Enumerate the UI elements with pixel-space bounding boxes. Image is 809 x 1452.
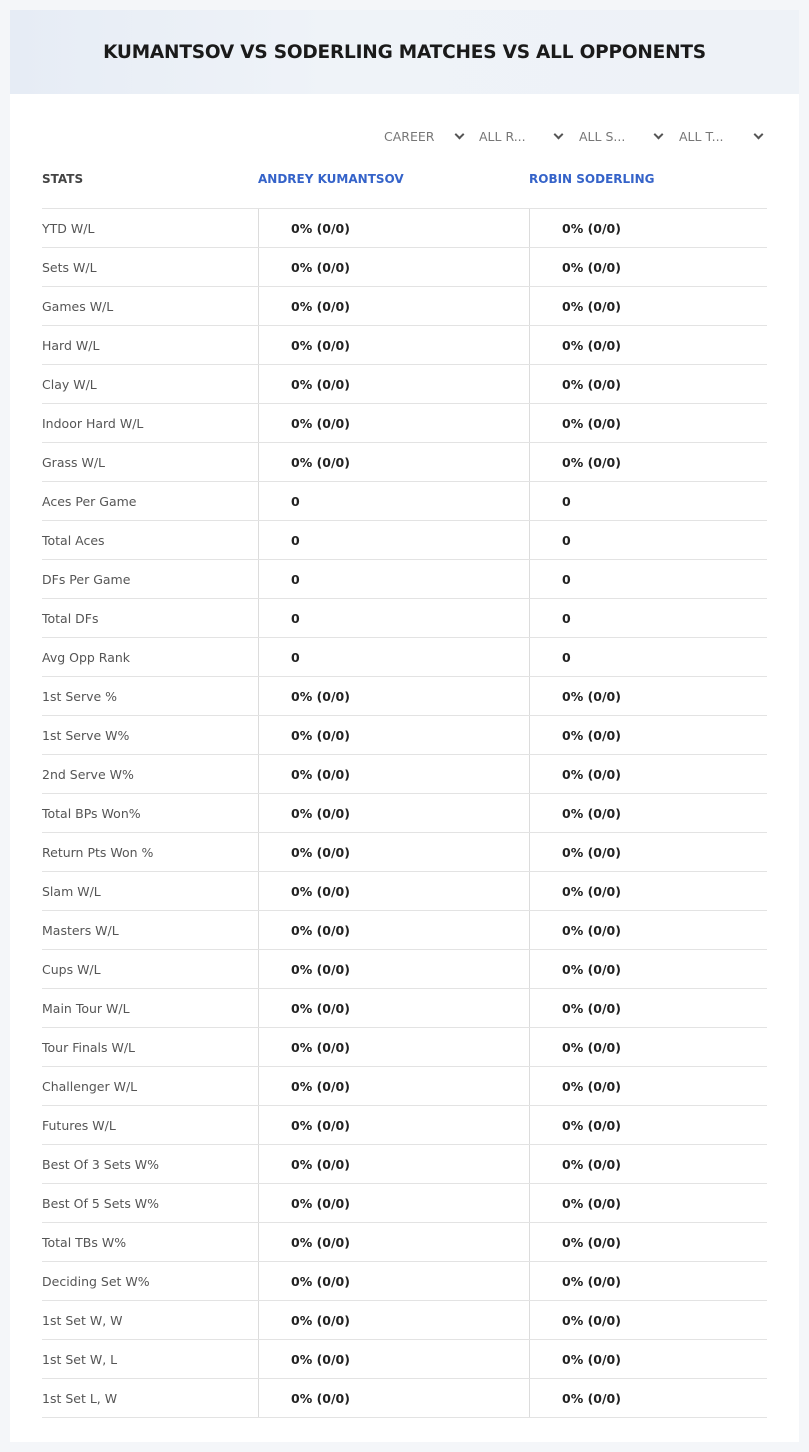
player1-stat-value: 0% (0/0) [291, 1040, 350, 1055]
column-divider [258, 1340, 259, 1378]
player2-stat-value: 0% (0/0) [562, 260, 621, 275]
player1-stat-value: 0% (0/0) [291, 689, 350, 704]
table-row [42, 286, 767, 325]
chevron-down-icon [754, 130, 764, 140]
table-row [42, 403, 767, 442]
player2-stat-value: 0% (0/0) [562, 728, 621, 743]
table-row [42, 1222, 767, 1261]
filter-round-label: ALL R... [479, 128, 526, 144]
filter-tournament-select[interactable] [679, 126, 724, 146]
player2-stat-value: 0% (0/0) [562, 1235, 621, 1250]
stat-label: 1st Serve % [42, 689, 118, 704]
player1-stat-value: 0% (0/0) [291, 923, 350, 938]
stats-card [10, 10, 799, 1442]
player2-stat-value: 0% (0/0) [562, 767, 621, 782]
table-row [42, 988, 767, 1027]
column-divider [258, 677, 259, 715]
player1-stat-value: 0% (0/0) [291, 1196, 350, 1211]
player1-stat-value: 0 [291, 650, 300, 665]
filter-surface-select[interactable] [579, 126, 625, 146]
player1-stat-value: 0% (0/0) [291, 1313, 350, 1328]
player2-stat-value: 0% (0/0) [562, 1079, 621, 1094]
table-row [42, 1300, 767, 1339]
stat-label: 1st Serve W% [42, 728, 130, 743]
column-divider [529, 1067, 530, 1105]
table-row [42, 1378, 767, 1418]
stat-label: Slam W/L [42, 884, 101, 899]
column-divider [258, 482, 259, 520]
column-divider [529, 560, 530, 598]
column-divider [258, 1106, 259, 1144]
stat-label: Best Of 3 Sets W% [42, 1157, 160, 1172]
stat-label: Futures W/L [42, 1118, 116, 1133]
table-row [42, 1339, 767, 1378]
filter-period-label: CAREER [384, 128, 435, 144]
column-divider [529, 1262, 530, 1300]
stat-label: Total BPs Won% [42, 806, 141, 821]
column-divider [529, 833, 530, 871]
table-row [42, 1144, 767, 1183]
column-divider [258, 365, 259, 403]
filter-tournament-label: ALL T... [679, 128, 724, 144]
column-divider [258, 1301, 259, 1339]
stat-label: Challenger W/L [42, 1079, 138, 1094]
column-divider [258, 950, 259, 988]
column-divider [529, 209, 530, 247]
player2-stat-value: 0% (0/0) [562, 884, 621, 899]
stat-label: 1st Set L, W [42, 1391, 118, 1406]
table-row [42, 520, 767, 559]
column-divider [258, 1067, 259, 1105]
column-divider [258, 833, 259, 871]
stat-label: Masters W/L [42, 923, 119, 938]
player1-stat-value: 0% (0/0) [291, 962, 350, 977]
player1-stat-value: 0% (0/0) [291, 845, 350, 860]
player2-stat-value: 0% (0/0) [562, 689, 621, 704]
column-divider [258, 1223, 259, 1261]
column-divider [529, 248, 530, 286]
stat-label: Best Of 5 Sets W% [42, 1196, 160, 1211]
table-row [42, 481, 767, 520]
column-divider [258, 560, 259, 598]
column-divider [258, 794, 259, 832]
player1-stat-value: 0 [291, 494, 300, 509]
player2-stat-value: 0% (0/0) [562, 221, 621, 236]
player2-stat-value: 0% (0/0) [562, 1040, 621, 1055]
table-row [42, 793, 767, 832]
column-divider [258, 1145, 259, 1183]
player2-stat-value: 0 [562, 650, 571, 665]
table-header [42, 170, 767, 208]
table-row [42, 754, 767, 793]
player2-stat-value: 0% (0/0) [562, 1391, 621, 1406]
filter-bar [10, 126, 799, 146]
column-divider [258, 599, 259, 637]
column-divider [258, 1028, 259, 1066]
column-divider [258, 209, 259, 247]
column-divider [258, 443, 259, 481]
player2-stat-value: 0% (0/0) [562, 455, 621, 470]
player2-stat-value: 0% (0/0) [562, 1274, 621, 1289]
player2-stat-value: 0% (0/0) [562, 806, 621, 821]
table-row [42, 871, 767, 910]
stat-label: Aces Per Game [42, 494, 137, 509]
column-divider [529, 1379, 530, 1417]
stat-label: Clay W/L [42, 377, 97, 392]
player1-stat-value: 0% (0/0) [291, 377, 350, 392]
stat-label: 1st Set W, L [42, 1352, 118, 1367]
filter-round-select[interactable] [479, 126, 526, 146]
table-row [42, 676, 767, 715]
column-divider [258, 248, 259, 286]
column-divider [529, 755, 530, 793]
table-row [42, 910, 767, 949]
player1-stat-value: 0% (0/0) [291, 338, 350, 353]
table-row [42, 715, 767, 754]
player1-stat-value: 0% (0/0) [291, 1157, 350, 1172]
chevron-down-icon [654, 130, 664, 140]
column-divider [258, 911, 259, 949]
column-divider [529, 989, 530, 1027]
table-row [42, 832, 767, 871]
player2-stat-value: 0% (0/0) [562, 299, 621, 314]
chevron-down-icon [455, 130, 465, 140]
page-title: KUMANTSOV VS SODERLING MATCHES VS ALL OPPONENTS [103, 41, 706, 63]
column-header-stats: STATS [42, 172, 84, 186]
player1-stat-value: 0% (0/0) [291, 416, 350, 431]
stats-table-body [42, 208, 767, 1418]
player1-stat-value: 0% (0/0) [291, 728, 350, 743]
column-divider [258, 989, 259, 1027]
column-divider [529, 794, 530, 832]
column-divider [529, 911, 530, 949]
column-divider [529, 1145, 530, 1183]
player1-stat-value: 0% (0/0) [291, 767, 350, 782]
stat-label: 2nd Serve W% [42, 767, 134, 782]
column-divider [529, 950, 530, 988]
player1-stat-value: 0% (0/0) [291, 1118, 350, 1133]
stat-label: Grass W/L [42, 455, 106, 470]
table-row [42, 1027, 767, 1066]
table-row [42, 1183, 767, 1222]
table-row [42, 1105, 767, 1144]
column-divider [258, 404, 259, 442]
player1-stat-value: 0% (0/0) [291, 1274, 350, 1289]
column-divider [258, 1379, 259, 1417]
player1-stat-value: 0% (0/0) [291, 806, 350, 821]
player2-stat-value: 0 [562, 494, 571, 509]
player1-stat-value: 0 [291, 533, 300, 548]
player2-stat-value: 0 [562, 611, 571, 626]
chevron-down-icon [554, 130, 564, 140]
column-divider [529, 365, 530, 403]
stat-label: Hard W/L [42, 338, 100, 353]
column-divider [529, 1106, 530, 1144]
table-row [42, 247, 767, 286]
player1-stat-value: 0% (0/0) [291, 221, 350, 236]
stat-label: Main Tour W/L [42, 1001, 130, 1016]
column-divider [529, 1301, 530, 1339]
player1-stat-value: 0% (0/0) [291, 260, 350, 275]
column-divider [529, 1340, 530, 1378]
player1-stat-value: 0% (0/0) [291, 884, 350, 899]
column-divider [258, 287, 259, 325]
stat-label: Indoor Hard W/L [42, 416, 144, 431]
column-divider [258, 872, 259, 910]
player1-stat-value: 0% (0/0) [291, 299, 350, 314]
filter-surface-label: ALL S... [579, 128, 626, 144]
player2-stat-value: 0% (0/0) [562, 1001, 621, 1016]
player2-stat-value: 0 [562, 533, 571, 548]
column-header-player1-link[interactable]: ANDREY KUMANTSOV [258, 172, 404, 186]
column-divider [529, 872, 530, 910]
player1-stat-value: 0 [291, 572, 300, 587]
player2-stat-value: 0% (0/0) [562, 845, 621, 860]
player2-stat-value: 0 [562, 572, 571, 587]
player1-stat-value: 0% (0/0) [291, 1235, 350, 1250]
player2-stat-value: 0% (0/0) [562, 1157, 621, 1172]
column-divider [529, 599, 530, 637]
column-divider [258, 638, 259, 676]
player2-stat-value: 0% (0/0) [562, 377, 621, 392]
table-row [42, 442, 767, 481]
stat-label: Total DFs [42, 611, 99, 626]
player2-stat-value: 0% (0/0) [562, 1196, 621, 1211]
filter-period-select[interactable] [384, 126, 434, 146]
player1-stat-value: 0% (0/0) [291, 1001, 350, 1016]
table-row [42, 598, 767, 637]
column-divider [529, 287, 530, 325]
player2-stat-value: 0% (0/0) [562, 923, 621, 938]
stat-label: 1st Set W, W [42, 1313, 123, 1328]
column-divider [258, 1184, 259, 1222]
stat-label: YTD W/L [42, 221, 95, 236]
column-divider [258, 1262, 259, 1300]
column-divider [258, 326, 259, 364]
player2-stat-value: 0% (0/0) [562, 1352, 621, 1367]
stat-label: Sets W/L [42, 260, 97, 275]
column-divider [529, 716, 530, 754]
stat-label: Cups W/L [42, 962, 101, 977]
player2-stat-value: 0% (0/0) [562, 1118, 621, 1133]
column-divider [258, 521, 259, 559]
column-divider [529, 521, 530, 559]
player1-stat-value: 0% (0/0) [291, 455, 350, 470]
stat-label: DFs Per Game [42, 572, 131, 587]
table-row [42, 325, 767, 364]
stat-label: Total TBs W% [42, 1235, 127, 1250]
column-divider [529, 326, 530, 364]
player1-stat-value: 0 [291, 611, 300, 626]
player1-stat-value: 0% (0/0) [291, 1391, 350, 1406]
table-row [42, 208, 767, 247]
player2-stat-value: 0% (0/0) [562, 338, 621, 353]
table-row [42, 637, 767, 676]
stat-label: Avg Opp Rank [42, 650, 131, 665]
stat-label: Return Pts Won % [42, 845, 154, 860]
column-header-player2-link[interactable]: ROBIN SODERLING [529, 172, 655, 186]
column-divider [529, 1184, 530, 1222]
table-row [42, 1261, 767, 1300]
player2-stat-value: 0% (0/0) [562, 416, 621, 431]
table-row [42, 949, 767, 988]
card-header [10, 10, 799, 94]
stat-label: Games W/L [42, 299, 114, 314]
player1-stat-value: 0% (0/0) [291, 1352, 350, 1367]
stat-label: Total Aces [42, 533, 105, 548]
stat-label: Tour Finals W/L [42, 1040, 136, 1055]
column-divider [529, 443, 530, 481]
table-row [42, 1066, 767, 1105]
column-divider [529, 638, 530, 676]
column-divider [529, 482, 530, 520]
column-divider [258, 716, 259, 754]
column-divider [529, 404, 530, 442]
table-row [42, 559, 767, 598]
stat-label: Deciding Set W% [42, 1274, 150, 1289]
table-row [42, 364, 767, 403]
column-divider [529, 677, 530, 715]
column-divider [529, 1028, 530, 1066]
column-divider [258, 755, 259, 793]
player2-stat-value: 0% (0/0) [562, 1313, 621, 1328]
player2-stat-value: 0% (0/0) [562, 962, 621, 977]
column-divider [529, 1223, 530, 1261]
player1-stat-value: 0% (0/0) [291, 1079, 350, 1094]
